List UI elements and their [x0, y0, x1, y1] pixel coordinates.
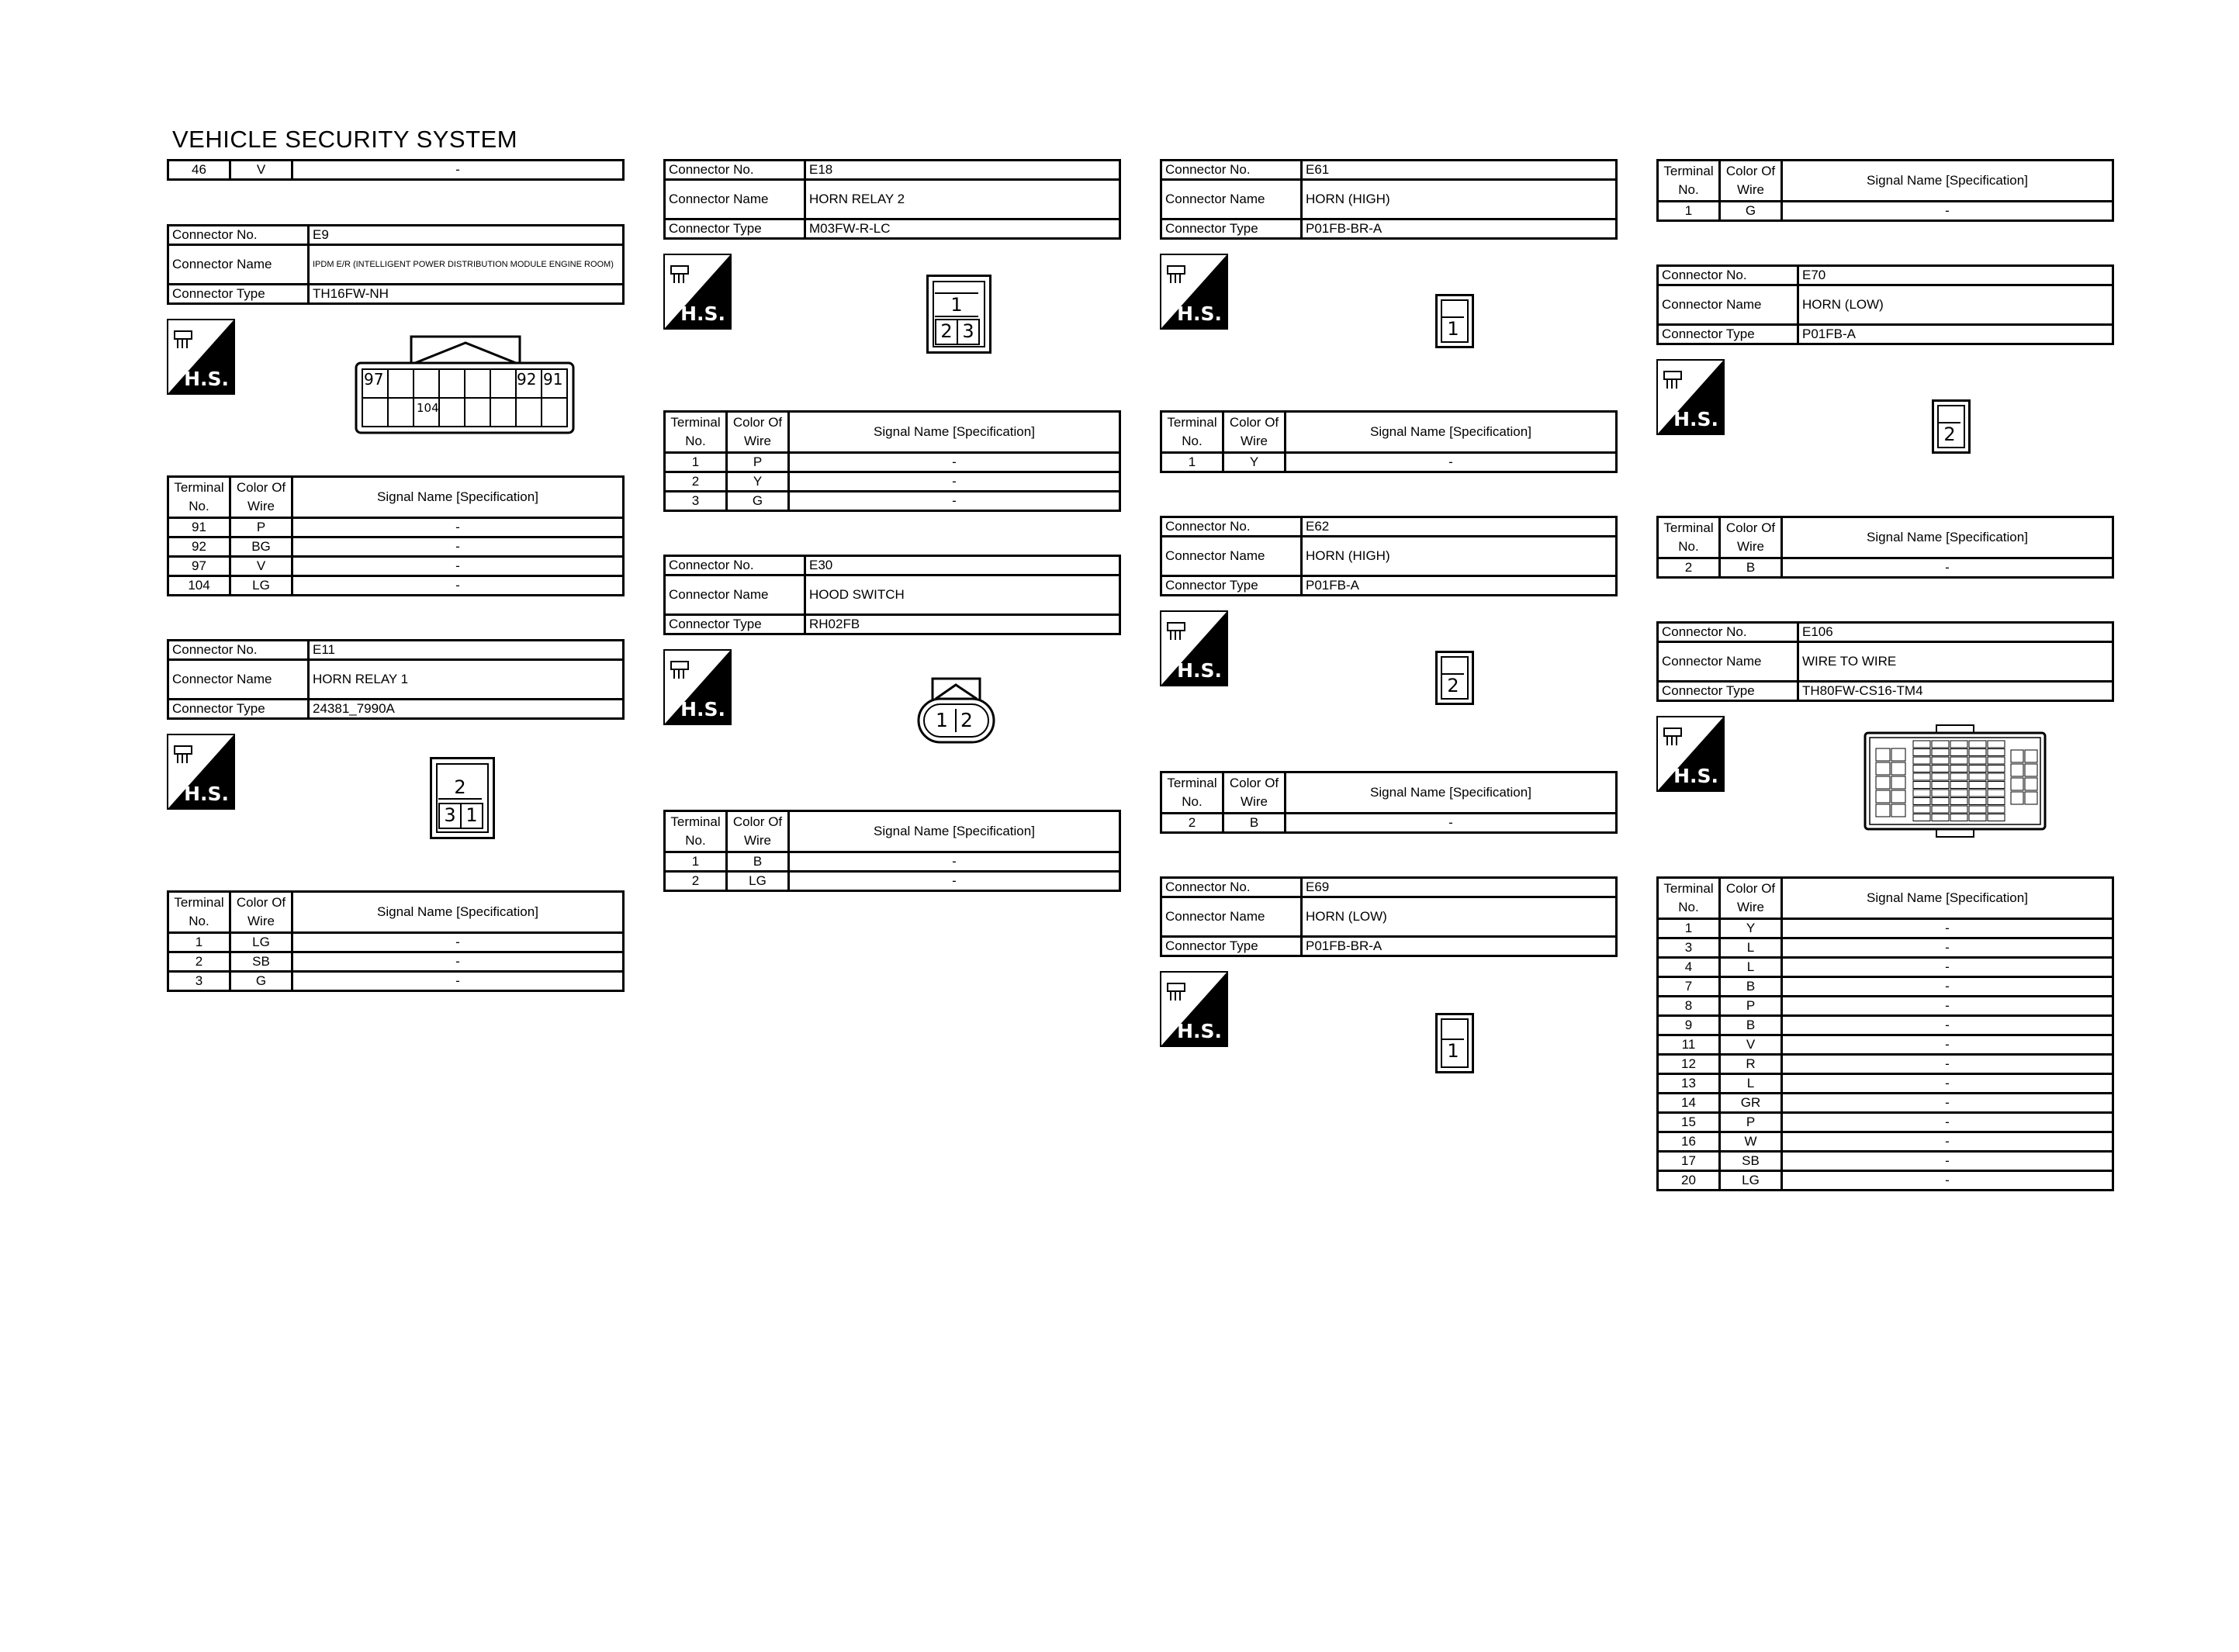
e8-terminal-table-tail [167, 159, 625, 181]
signal-header: Signal Name [Specification] [1782, 161, 2113, 202]
connector-diagram [663, 635, 1121, 810]
connector-e61 [1160, 159, 1618, 473]
terminal-cell: 1 [665, 453, 727, 472]
connector-name-label: Connector Name [1658, 285, 1798, 325]
table-row [1161, 814, 1617, 833]
signal-cell: - [789, 492, 1120, 511]
connector-type-label: Connector Type [168, 285, 309, 304]
connector-type-label: Connector Type [1161, 576, 1302, 596]
signal-header: Signal Name [Specification] [1782, 878, 2113, 919]
terminal-table [1160, 410, 1618, 473]
connector-no-value: E70 [1798, 266, 2113, 285]
table-row [1658, 558, 2113, 578]
color-cell: B [1223, 814, 1286, 833]
e11-connector-face [430, 757, 495, 839]
connector-e62 [1160, 516, 1618, 834]
color-cell: Y [1720, 919, 1782, 938]
connector-no-value: E18 [805, 161, 1120, 180]
connector-name-label: Connector Name [665, 575, 805, 615]
connector-name-value: HORN (HIGH) [1302, 180, 1617, 219]
table-row [1658, 1132, 2113, 1152]
connector-name-value: HORN (HIGH) [1302, 537, 1617, 576]
color-cell: Y [727, 472, 789, 492]
color-header: Color Of Wire [727, 811, 789, 852]
connector-e9 [167, 224, 625, 596]
terminal-cell: 92 [168, 537, 230, 557]
terminal-table [1160, 771, 1618, 834]
color-cell: L [1720, 958, 1782, 977]
signal-cell: - [1286, 814, 1617, 833]
pin-label: 2 [438, 776, 482, 800]
color-cell: B [1720, 1016, 1782, 1035]
connector-type-label: Connector Type [1658, 682, 1798, 701]
pin-label: 97 [364, 370, 384, 389]
color-cell: BG [230, 537, 292, 557]
pin-label: 1 [936, 709, 948, 731]
signal-header: Signal Name [Specification] [292, 477, 624, 518]
signal-cell: - [1782, 1171, 2113, 1191]
hs-label: H.S. [680, 302, 725, 325]
table-row [1658, 919, 2113, 938]
pin-label: 2 [1442, 673, 1464, 696]
signal-cell: - [1782, 1055, 2113, 1074]
harness-side-icon [663, 254, 732, 330]
color-header: Color Of Wire [727, 412, 789, 453]
color-cell: B [727, 852, 789, 872]
terminal-header: Terminal No. [1658, 878, 1720, 919]
table-row [665, 472, 1120, 492]
hs-label: H.S. [1177, 1020, 1222, 1042]
signal-cell: - [1782, 1035, 2113, 1055]
connector-info-table [167, 639, 625, 720]
e62-connector-face [1435, 651, 1474, 705]
signal-cell: - [1782, 1074, 2113, 1094]
terminal-table [1656, 516, 2114, 579]
table-row [1658, 1055, 2113, 1074]
terminal-cell: 14 [1658, 1094, 1720, 1113]
connector-info-table [1656, 621, 2114, 702]
connector-no-label: Connector No. [1658, 266, 1798, 285]
table-row [665, 872, 1120, 891]
connector-no-label: Connector No. [1161, 517, 1302, 537]
signal-header: Signal Name [Specification] [789, 811, 1120, 852]
table-row [1658, 1016, 2113, 1035]
hs-label: H.S. [1673, 408, 1718, 430]
connector-no-value: E9 [309, 226, 624, 245]
signal-cell: - [1782, 977, 2113, 997]
signal-header: Signal Name [Specification] [292, 892, 624, 933]
connector-name-value: HORN RELAY 1 [309, 660, 624, 700]
pin-label: 91 [543, 370, 563, 389]
table-row [168, 576, 624, 596]
terminal-cell: 4 [1658, 958, 1720, 977]
e61-connector-face [1435, 294, 1474, 348]
column-1 [167, 159, 625, 992]
color-cell: LG [230, 933, 292, 952]
signal-header: Signal Name [Specification] [1286, 412, 1617, 453]
color-cell: GR [1720, 1094, 1782, 1113]
pin-label: 1 [1442, 316, 1464, 340]
color-cell: LG [727, 872, 789, 891]
terminal-table [1656, 876, 2114, 1191]
color-cell: V [230, 557, 292, 576]
connector-name-label: Connector Name [168, 245, 309, 285]
color-cell: LG [1720, 1171, 1782, 1191]
signal-cell: - [292, 161, 624, 180]
color-cell: SB [1720, 1152, 1782, 1171]
connector-diagram [1656, 345, 2114, 516]
harness-side-icon [167, 319, 235, 395]
connector-type-label: Connector Type [1658, 325, 1798, 344]
connector-no-label: Connector No. [168, 641, 309, 660]
color-header: Color Of Wire [1720, 517, 1782, 558]
e70-connector-face [1932, 399, 1971, 454]
signal-cell: - [292, 518, 624, 537]
connector-name-value: HOOD SWITCH [805, 575, 1120, 615]
color-header: Color Of Wire [1720, 161, 1782, 202]
table-row [665, 453, 1120, 472]
connector-name-label: Connector Name [1161, 180, 1302, 219]
hs-label: H.S. [184, 783, 229, 805]
color-cell: G [727, 492, 789, 511]
signal-cell: - [292, 933, 624, 952]
connector-type-label: Connector Type [665, 219, 805, 239]
connector-info-table [1160, 159, 1618, 240]
signal-header: Signal Name [Specification] [1286, 772, 1617, 814]
table-row [168, 972, 624, 991]
connector-type-value: 24381_7990A [309, 700, 624, 719]
terminal-header: Terminal No. [1161, 412, 1223, 453]
signal-cell: - [292, 972, 624, 991]
connector-diagram [1160, 596, 1618, 771]
connector-info-table [1656, 264, 2114, 345]
table-row [1658, 1094, 2113, 1113]
terminal-cell: 2 [1161, 814, 1223, 833]
connector-e106 [1656, 621, 2114, 1191]
signal-cell: - [789, 453, 1120, 472]
connector-name-label: Connector Name [1161, 897, 1302, 937]
terminal-cell: 2 [665, 872, 727, 891]
terminal-table [663, 410, 1121, 512]
terminal-cell: 1 [1658, 919, 1720, 938]
color-header: Color Of Wire [230, 477, 292, 518]
connector-type-value: TH80FW-CS16-TM4 [1798, 682, 2113, 701]
terminal-header: Terminal No. [665, 811, 727, 852]
color-cell: G [230, 972, 292, 991]
color-cell: P [230, 518, 292, 537]
connector-name-value: HORN (LOW) [1798, 285, 2113, 325]
pin-label: 3 [957, 319, 980, 345]
color-header: Color Of Wire [230, 892, 292, 933]
connector-info-table [1160, 516, 1618, 596]
color-header: Color Of Wire [1223, 412, 1286, 453]
connector-name-value: HORN (LOW) [1302, 897, 1617, 937]
color-cell: P [727, 453, 789, 472]
connector-info-table [663, 159, 1121, 240]
terminal-table [1656, 159, 2114, 222]
terminal-header: Terminal No. [1161, 772, 1223, 814]
signal-cell: - [1782, 958, 2113, 977]
terminal-cell: 2 [1658, 558, 1720, 578]
color-cell: LG [230, 576, 292, 596]
table-row [665, 492, 1120, 511]
connector-type-value: TH16FW-NH [309, 285, 624, 304]
harness-side-icon [1160, 971, 1228, 1047]
color-cell: V [1720, 1035, 1782, 1055]
e30-connector-face [915, 674, 997, 745]
hs-label: H.S. [184, 368, 229, 390]
terminal-cell: 97 [168, 557, 230, 576]
connector-type-value: P01FB-BR-A [1302, 937, 1617, 956]
signal-cell: - [1782, 1016, 2113, 1035]
terminal-cell: 13 [1658, 1074, 1720, 1094]
column-4 [1656, 159, 2114, 1191]
color-header: Color Of Wire [1720, 878, 1782, 919]
table-row [168, 537, 624, 557]
table-row [1161, 453, 1617, 472]
terminal-table [663, 810, 1121, 892]
connector-diagram [167, 305, 625, 475]
connector-name-value: HORN RELAY 2 [805, 180, 1120, 219]
terminal-header: Terminal No. [1658, 161, 1720, 202]
terminal-cell: 1 [1161, 453, 1223, 472]
connector-type-value: RH02FB [805, 615, 1120, 634]
terminal-cell: 1 [665, 852, 727, 872]
signal-cell: - [1782, 919, 2113, 938]
connector-type-label: Connector Type [1161, 219, 1302, 239]
table-row [1658, 977, 2113, 997]
color-cell: G [1720, 202, 1782, 221]
terminal-cell: 11 [1658, 1035, 1720, 1055]
color-cell: P [1720, 997, 1782, 1016]
connector-type-value: M03FW-R-LC [805, 219, 1120, 239]
connector-info-table [167, 224, 625, 305]
connector-diagram [1160, 240, 1618, 410]
harness-side-icon [1160, 254, 1228, 330]
connector-type-label: Connector Type [665, 615, 805, 634]
e69-connector-face [1435, 1013, 1474, 1073]
harness-side-icon [1160, 610, 1228, 686]
connector-diagram [167, 720, 625, 890]
connector-diagram [1160, 957, 1618, 1128]
signal-cell: - [789, 852, 1120, 872]
color-cell: P [1720, 1113, 1782, 1132]
connector-no-value: E30 [805, 556, 1120, 575]
terminal-table [167, 890, 625, 992]
signal-header: Signal Name [Specification] [1782, 517, 2113, 558]
connector-e11 [167, 639, 625, 992]
signal-cell: - [292, 557, 624, 576]
connector-name-label: Connector Name [168, 660, 309, 700]
connector-info-table [663, 555, 1121, 635]
column-2 [663, 159, 1121, 892]
signal-cell: - [789, 872, 1120, 891]
terminal-cell: 3 [1658, 938, 1720, 958]
color-cell: SB [230, 952, 292, 972]
table-row [1658, 997, 2113, 1016]
connector-type-value: P01FB-BR-A [1302, 219, 1617, 239]
signal-cell: - [1782, 1094, 2113, 1113]
pin-label: 2 [1939, 422, 1960, 445]
terminal-cell: 8 [1658, 997, 1720, 1016]
signal-cell: - [1782, 938, 2113, 958]
terminal-cell: 2 [168, 952, 230, 972]
connector-no-label: Connector No. [1658, 623, 1798, 642]
connector-e30 [663, 555, 1121, 892]
table-row [168, 557, 624, 576]
pin-label: 3 [438, 803, 462, 829]
terminal-cell: 3 [168, 972, 230, 991]
color-cell: B [1720, 977, 1782, 997]
color-cell: L [1720, 1074, 1782, 1094]
connector-no-label: Connector No. [1161, 878, 1302, 897]
terminal-cell: 16 [1658, 1132, 1720, 1152]
connector-type-label: Connector Type [1161, 937, 1302, 956]
signal-cell: - [292, 537, 624, 557]
harness-side-icon [167, 734, 235, 810]
terminal-cell: 12 [1658, 1055, 1720, 1074]
signal-cell: - [292, 576, 624, 596]
terminal-cell: 20 [1658, 1171, 1720, 1191]
terminal-header: Terminal No. [168, 892, 230, 933]
terminal-cell: 91 [168, 518, 230, 537]
pin-label: 92 [517, 370, 537, 389]
color-cell: L [1720, 938, 1782, 958]
pin-label: 104 [417, 401, 439, 415]
hs-label: H.S. [680, 698, 725, 721]
connector-type-value: P01FB-A [1798, 325, 2113, 344]
connector-e70 [1656, 264, 2114, 579]
terminal-cell: 9 [1658, 1016, 1720, 1035]
table-row [1658, 1171, 2113, 1191]
terminal-cell: 46 [168, 161, 230, 180]
harness-side-icon [1656, 716, 1725, 792]
color-cell: B [1720, 558, 1782, 578]
table-row [1658, 1035, 2113, 1055]
table-row [1658, 938, 2113, 958]
color-cell: R [1720, 1055, 1782, 1074]
signal-cell: - [1782, 1152, 2113, 1171]
connector-type-value: P01FB-A [1302, 576, 1617, 596]
table-row [1658, 958, 2113, 977]
signal-cell: - [1782, 558, 2113, 578]
connector-no-label: Connector No. [665, 556, 805, 575]
hs-label: H.S. [1177, 302, 1222, 325]
connector-type-label: Connector Type [168, 700, 309, 719]
color-cell: W [1720, 1132, 1782, 1152]
pin-label: 1 [935, 292, 978, 317]
terminal-cell: 1 [1658, 202, 1720, 221]
terminal-cell: 1 [168, 933, 230, 952]
connector-diagram [663, 240, 1121, 410]
signal-cell: - [1782, 1132, 2113, 1152]
signal-cell: - [1782, 1113, 2113, 1132]
connector-name-label: Connector Name [1161, 537, 1302, 576]
connector-e18 [663, 159, 1121, 512]
table-row [1658, 1074, 2113, 1094]
connector-no-label: Connector No. [665, 161, 805, 180]
table-row [665, 852, 1120, 872]
terminal-table [167, 475, 625, 596]
terminal-header: Terminal No. [665, 412, 727, 453]
e18-connector-face [926, 275, 991, 354]
terminal-cell: 2 [665, 472, 727, 492]
pin-label: 1 [1442, 1039, 1464, 1065]
page-title: VEHICLE SECURITY SYSTEM [172, 126, 518, 153]
e106-connector-face [1862, 724, 2048, 840]
table-row [168, 161, 624, 180]
terminal-cell: 3 [665, 492, 727, 511]
table-row [168, 952, 624, 972]
connector-no-label: Connector No. [1161, 161, 1302, 180]
connector-name-label: Connector Name [1658, 642, 1798, 682]
connector-name-value: WIRE TO WIRE [1798, 642, 2113, 682]
connector-e69 [1160, 876, 1618, 1128]
terminal-cell: 15 [1658, 1113, 1720, 1132]
signal-cell: - [292, 952, 624, 972]
color-cell: Y [1223, 453, 1286, 472]
color-cell: V [230, 161, 292, 180]
terminal-cell: 7 [1658, 977, 1720, 997]
connector-no-value: E106 [1798, 623, 2113, 642]
harness-side-icon [663, 649, 732, 725]
connector-info-table [1160, 876, 1618, 957]
terminal-header: Terminal No. [1658, 517, 1720, 558]
connector-name-value: IPDM E/R (INTELLIGENT POWER DISTRIBUTION MODULE ENGINE ROOM) [309, 245, 624, 285]
signal-cell: - [789, 472, 1120, 492]
connector-no-value: E62 [1302, 517, 1617, 537]
table-row [1658, 1152, 2113, 1171]
connector-no-label: Connector No. [168, 226, 309, 245]
signal-cell: - [1782, 202, 2113, 221]
table-row [1658, 1113, 2113, 1132]
signal-cell: - [1286, 453, 1617, 472]
table-row [1658, 202, 2113, 221]
terminal-header: Terminal No. [168, 477, 230, 518]
color-header: Color Of Wire [1223, 772, 1286, 814]
signal-header: Signal Name [Specification] [789, 412, 1120, 453]
connector-diagram [1656, 702, 2114, 876]
harness-side-icon [1656, 359, 1725, 435]
column-3 [1160, 159, 1618, 1128]
connector-no-value: E69 [1302, 878, 1617, 897]
signal-cell: - [1782, 997, 2113, 1016]
pin-label: 1 [460, 803, 483, 829]
hs-label: H.S. [1177, 659, 1222, 682]
terminal-cell: 17 [1658, 1152, 1720, 1171]
pin-label: 2 [960, 709, 973, 731]
table-row [168, 518, 624, 537]
hs-label: H.S. [1673, 765, 1718, 787]
connector-no-value: E11 [309, 641, 624, 660]
pin-label: 2 [935, 319, 958, 345]
terminal-cell: 104 [168, 576, 230, 596]
table-row [168, 933, 624, 952]
connector-no-value: E61 [1302, 161, 1617, 180]
connector-name-label: Connector Name [665, 180, 805, 219]
